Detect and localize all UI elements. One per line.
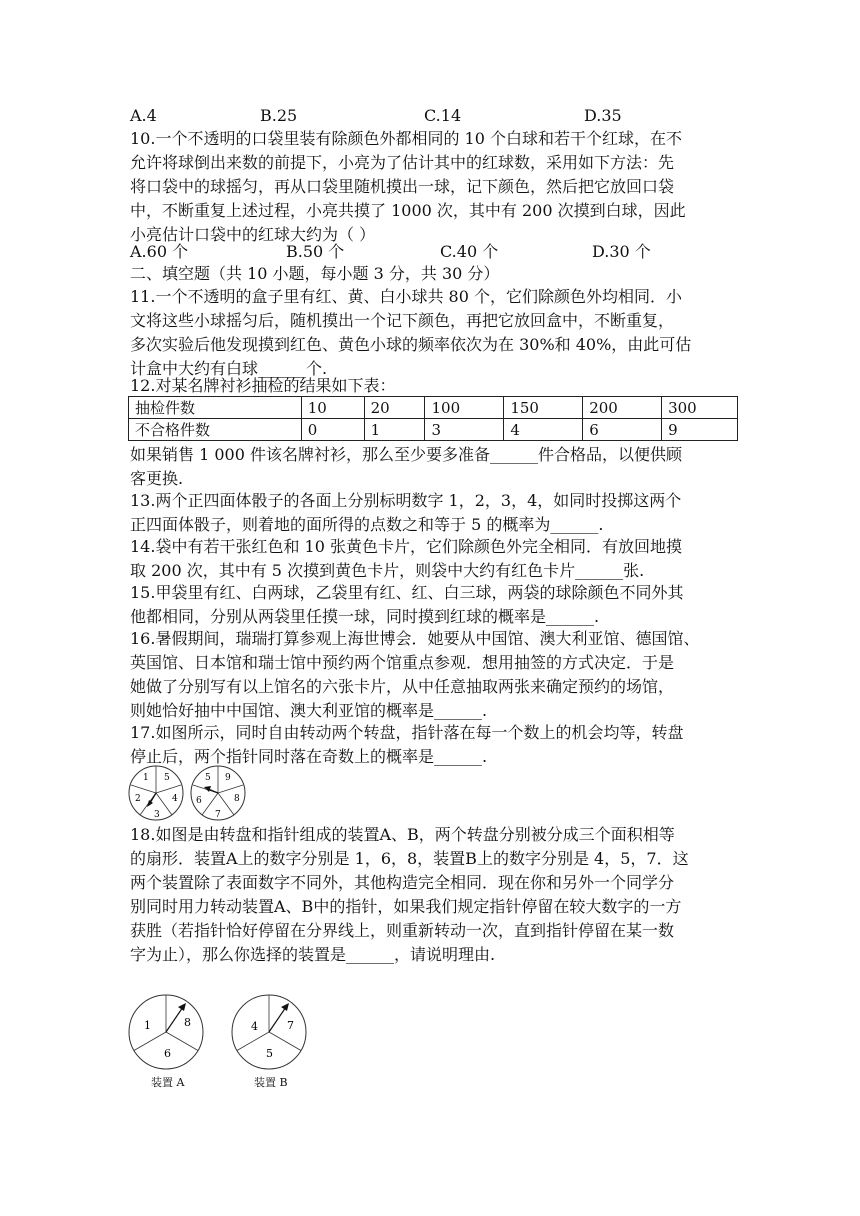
table-cell: 9	[662, 419, 738, 441]
table-cell: 1	[364, 419, 425, 441]
q17-spinner-figure	[128, 763, 250, 823]
table-header-cell: 抽检件数	[129, 397, 302, 419]
q10-line: 10.一个不透明的口袋里装有除颜色外都相同的 10 个白球和若干个红球，在不	[130, 129, 682, 148]
inspection-table	[128, 396, 738, 441]
q11-line: 多次实验后他发现摸到红色、黄色小球的频率依次为在 30%和 40%，由此可估	[130, 335, 692, 354]
sector-label: 9	[225, 773, 231, 783]
sector-label: 7	[287, 1019, 294, 1032]
q13-line: 13.两个正四面体骰子的各面上分别标明数字 1，2，3，4，如同时投掷这两个	[130, 491, 682, 510]
sector-label: 6	[164, 1047, 171, 1060]
sector-label: 5	[205, 773, 211, 783]
q14-line: 14.袋中有若干张红色和 10 张黄色卡片，它们除颜色外完全相同．有放回地摸	[130, 537, 682, 556]
q9-option-c: C.14	[424, 106, 462, 125]
device-b-spinner	[232, 995, 306, 1069]
table-cell: 10	[301, 397, 364, 419]
sector-label: 4	[251, 1020, 258, 1033]
q18-line: 18.如图是由转盘和指针组成的装置A、B，两个转盘分别被分成三个面积相等	[130, 825, 675, 844]
table-cell: 200	[583, 397, 662, 419]
q9-option-d: D.35	[584, 106, 622, 125]
q11-line: 计盒中大约有白球______个.	[130, 359, 328, 378]
table-header-cell: 不合格件数	[129, 419, 302, 441]
q10-option-a: A.60 个	[130, 242, 189, 261]
q10-line: 小亮估计口袋中的红球大约为（ ）	[130, 225, 376, 244]
q18-device-figure	[126, 992, 312, 1072]
device-a-spinner	[129, 995, 203, 1069]
table-cell: 100	[425, 397, 504, 419]
q9-option-b: B.25	[260, 106, 298, 125]
q12-line: 客更换.	[130, 469, 184, 488]
q17-left-spinner	[129, 766, 183, 820]
table-row	[129, 397, 738, 419]
sector-label: 5	[164, 773, 170, 783]
table-cell: 300	[662, 397, 738, 419]
sector-label: 8	[184, 1016, 191, 1029]
table-cell: 0	[301, 419, 364, 441]
q9-option-a: A.4	[130, 106, 157, 125]
table-cell: 150	[504, 397, 583, 419]
table-cell: 3	[425, 419, 504, 441]
q18-line: 别同时用力转动装置A、B中的指针，如果我们规定指针停留在较大数字的一方	[130, 897, 682, 916]
sector-label: 5	[266, 1047, 273, 1060]
q10-line: 将口袋中的球摇匀，再从口袋里随机摸出一球，记下颜色，然后把它放回口袋	[130, 177, 675, 196]
q12-intro: 12.对某名牌衬衫抽检的结果如下表：	[130, 376, 396, 395]
table-row	[129, 419, 738, 441]
q10-option-b: B.50 个	[286, 242, 345, 261]
q18-line: 字为止），那么你选择的装置是______，请说明理由.	[130, 945, 496, 964]
q16-line: 她做了分别写有以上馆名的六张卡片，从中任意抽取两张来确定预约的场馆，	[130, 677, 675, 696]
q14-line: 取 200 次，其中有 5 次摸到黄色卡片，则袋中大约有红色卡片______张.	[130, 561, 645, 580]
q10-option-d: D.30 个	[592, 242, 651, 261]
q13-line: 正四面体骰子，则着地的面所得的点数之和等于 5 的概率为______.	[130, 515, 604, 534]
device-b-caption: 装置 B	[254, 1076, 288, 1089]
device-a-caption: 装置 A	[151, 1076, 185, 1089]
q16-line: 英国馆、日本馆和瑞士馆中预约两个馆重点参观．想用抽签的方式决定．于是	[130, 653, 675, 672]
table-cell: 4	[504, 419, 583, 441]
q16-line: 则她恰好抽中中国馆、澳大利亚馆的概率是______.	[130, 701, 488, 720]
q10-line: 允许将球倒出来数的前提下，小亮为了估计其中的红球数，采用如下方法：先	[130, 153, 675, 172]
q11-line: 11.一个不透明的盒子里有红、黄、白小球共 80 个，它们除颜色外均相同．小	[130, 287, 682, 306]
q17-line: 停止后，两个指针同时落在奇数上的概率是______.	[130, 747, 488, 766]
q18-line: 两个装置除了表面数字不同外，其他构造完全相同．现在你和另外一个同学分	[130, 873, 675, 892]
q15-line: 15.甲袋里有红、白两球，乙袋里有红、红、白三球，两袋的球除颜色不同外其	[130, 583, 684, 602]
q11-line: 文将这些小球摇匀后，随机摸出一个记下颜色，再把它放回盒中，不断重复，	[130, 311, 675, 330]
table-cell: 20	[364, 397, 425, 419]
q17-line: 17.如图所示，同时自由转动两个转盘，指针落在每一个数上的机会均等，转盘	[130, 723, 684, 742]
q17-right-spinner	[191, 766, 245, 820]
q10-option-c: C.40 个	[440, 242, 499, 261]
q15-line: 他都相同，分别从两袋里任摸一球，同时摸到红球的概率是______.	[130, 607, 600, 626]
sector-label: 3	[154, 810, 160, 820]
q16-line: 16.暑假期间，瑞瑞打算参观上海世博会．她要从中国馆、澳大利亚馆、德国馆、	[130, 629, 700, 648]
table-cell: 6	[583, 419, 662, 441]
q12-line: 如果销售 1 000 件该名牌衬衫，那么至少要多准备______件合格品，以便供顾	[130, 445, 682, 464]
sector-label: 4	[172, 794, 178, 804]
section-title: 二、填空题（共 10 小题，每小题 3 分，共 30 分）	[130, 264, 500, 283]
sector-label: 1	[144, 1019, 151, 1032]
sector-label: 2	[135, 794, 141, 804]
q10-line: 中，不断重复上述过程，小亮共摸了 1000 次，其中有 200 次摸到白球，因此	[130, 201, 686, 220]
q18-line: 获胜（若指针恰好停留在分界线上，则重新转动一次，直到指针停留在某一数	[130, 921, 675, 940]
sector-label: 6	[196, 796, 202, 806]
sector-label: 8	[234, 794, 240, 804]
sector-label: 1	[143, 773, 149, 783]
q18-line: 的扇形．装置A上的数字分别是 1，6，8，装置B上的数字分别是 4，5，7．这	[130, 849, 689, 868]
sector-label: 7	[215, 810, 221, 820]
